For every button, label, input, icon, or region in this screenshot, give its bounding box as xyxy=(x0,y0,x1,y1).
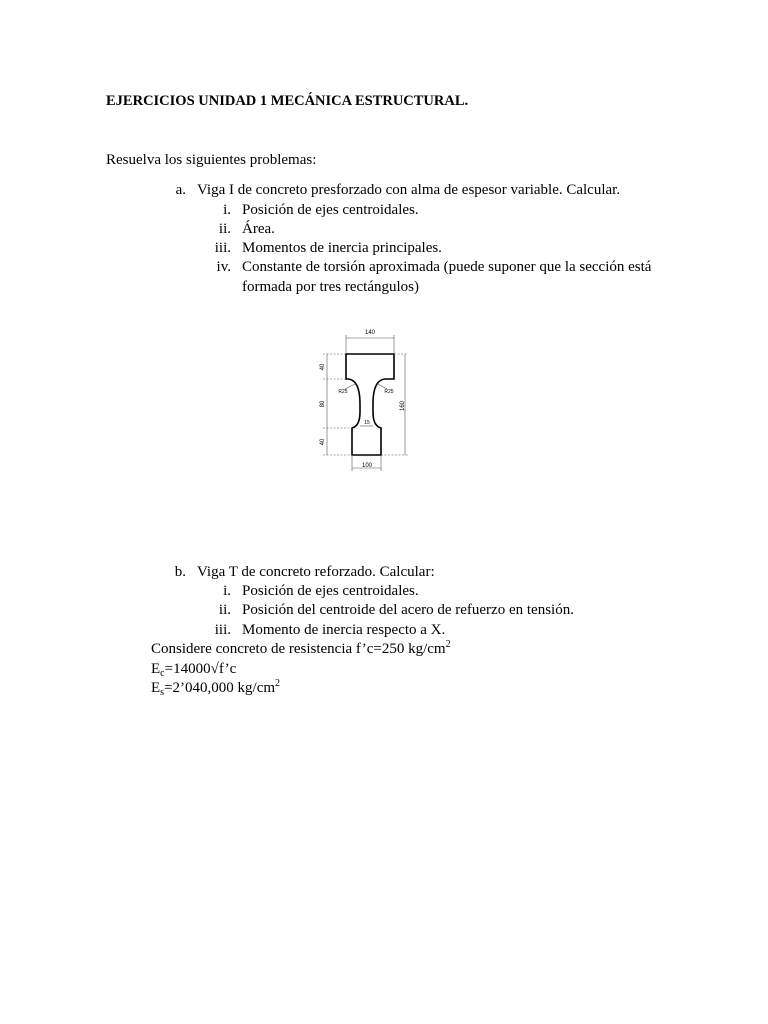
dim-radius-right: R25 xyxy=(384,389,394,395)
part-a-marker: a. xyxy=(175,182,186,198)
es-exponent: 2 xyxy=(275,678,281,689)
part-a-item-num: iv. xyxy=(216,259,231,275)
part-a-item-text: Área. xyxy=(242,221,275,237)
part-a-item-text: Posición de ejes centroidales. xyxy=(242,202,419,218)
part-b-item-text: Posición del centroide del acero de refuerzo en tensión. xyxy=(242,602,574,618)
part-a-text: Viga I de concreto presforzado con alma de espesor variable. Calcular. xyxy=(197,182,621,198)
intro-text: Resuelva los siguientes problemas: xyxy=(106,152,317,168)
part-b-text: Viga T de concreto reforzado. Calcular: xyxy=(197,564,435,580)
dim-total-height: 160 xyxy=(400,400,406,412)
dim-top-width: 140 xyxy=(364,330,376,336)
i-beam-section-figure xyxy=(305,322,415,477)
part-a-item-num: i. xyxy=(223,202,231,218)
part-a-item-text: Constante de torsión aproximada (puede suponer que la sección está xyxy=(242,259,652,275)
document-title: EJERCICIOS UNIDAD 1 MECÁNICA ESTRUCTURAL. xyxy=(106,93,469,109)
es-formula-line xyxy=(151,679,280,697)
dim-web-height: 80 xyxy=(320,400,326,408)
es-subscript: s xyxy=(160,687,165,698)
concrete-strength-line xyxy=(151,640,451,658)
part-b-item-num: i. xyxy=(223,583,231,599)
ec-formula-line xyxy=(151,660,236,678)
concrete-strength-exponent: 2 xyxy=(445,639,451,650)
ec-subscript: c xyxy=(160,668,165,679)
dim-top-flange-height: 40 xyxy=(320,363,326,371)
part-b-item-num: ii. xyxy=(218,602,231,618)
concrete-strength-text: Considere concreto de resistencia f’c=250 kg/cm xyxy=(151,641,446,657)
ec-symbol: E xyxy=(151,661,161,677)
part-b-marker: b. xyxy=(174,564,186,580)
es-value: =2’040,000 kg/cm xyxy=(164,680,276,696)
part-b-item-num: iii. xyxy=(214,622,231,638)
part-b-item-text: Momento de inercia respecto a X. xyxy=(242,622,446,638)
dim-radius-left: R25 xyxy=(338,389,348,395)
dim-bottom-width: 100 xyxy=(361,463,373,469)
dim-web-thickness: 15 xyxy=(364,420,370,426)
part-a-item-text-continued: formada por tres rectángulos) xyxy=(242,279,420,295)
ec-value: =14000√f’c xyxy=(164,661,237,677)
i-beam-outline xyxy=(346,354,394,455)
part-a-item-text: Momentos de inercia principales. xyxy=(242,240,442,256)
part-b-item-text: Posición de ejes centroidales. xyxy=(242,583,419,599)
part-a-item-num: iii. xyxy=(214,240,231,256)
es-symbol: E xyxy=(151,680,161,696)
part-a-item-num: ii. xyxy=(218,221,231,237)
dim-bottom-flange-height: 40 xyxy=(320,438,326,446)
